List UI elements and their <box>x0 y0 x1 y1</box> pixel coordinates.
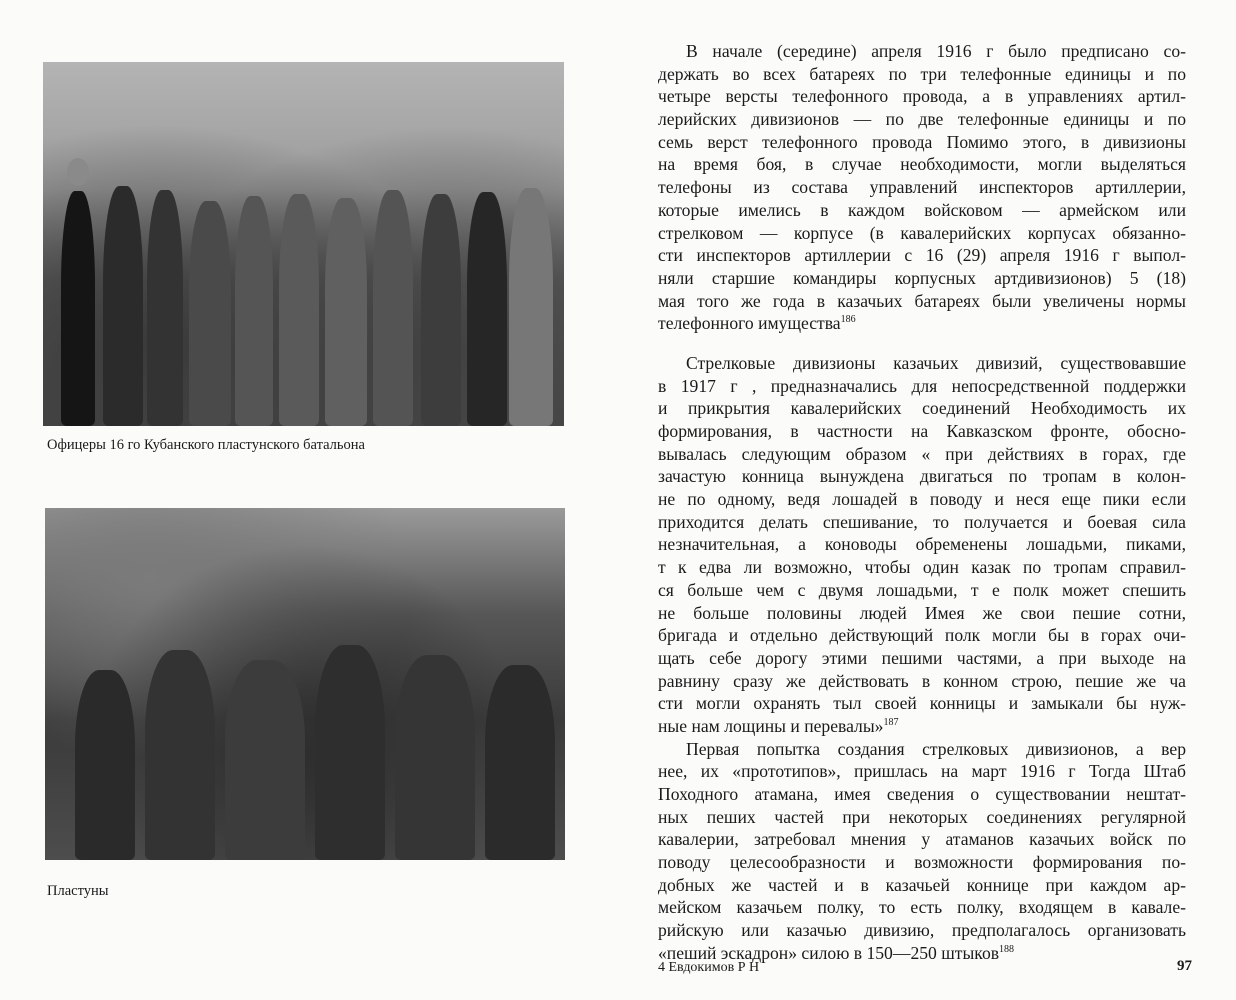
text-line: зачастую конница вынуждена двигаться по тропам в колон- <box>658 466 1186 487</box>
text-line: на время боя, в случае необходимости, могли выделяться <box>658 154 1186 175</box>
photo-plastuny <box>45 508 565 860</box>
photo-figure <box>373 190 413 426</box>
page-footer-signature: 4 Евдокимов Р Н <box>658 960 760 975</box>
photo-figure <box>103 186 143 426</box>
photo-figure <box>225 660 305 860</box>
photo-figure <box>325 198 367 426</box>
text-line: лерийских дивизионов — по две телефонные единицы и по <box>658 109 1186 130</box>
text-line: сти инспекторов артиллерии с 16 (29) апреля 1916 г выпол- <box>658 245 1186 266</box>
text-line: четыре версты телефонного провода, а в управлениях артил- <box>658 86 1186 107</box>
text-line: няли старшие командиры корпусных артдивизионов) 5 (18) <box>658 267 1186 288</box>
text-line: не по одному, ведя лошадей в поводу и неся еще пики если <box>658 489 1186 510</box>
text-line: формирования, в частности на Кавказском фронте, обосно- <box>658 421 1186 441</box>
text-line: стрелковом — корпусе (в кавалерийских корпусах обязанно- <box>658 222 1186 243</box>
footnote-ref: 188 <box>999 943 1015 955</box>
photo-figure <box>61 191 95 426</box>
photo-figure <box>189 201 231 426</box>
text-line: рийскую или казачью дивизию, предполагалось организовать <box>658 920 1186 941</box>
text-line: Походного атамана, имея сведения о существовании нештат- <box>658 784 1186 804</box>
text-line: поводу целесообразности и возможности формирования по- <box>658 852 1186 873</box>
text-line: нее, их «прототипов», пришлась на март 1916 г Тогда Штаб <box>658 761 1186 782</box>
photo-figure <box>509 188 553 426</box>
text-line: щать себе дорогу этими пешими частями, а при выходе на <box>658 647 1186 668</box>
photo-figure <box>467 192 507 426</box>
text-line: телефоны из состава управлений инспекторов артиллерии, <box>658 177 1186 198</box>
photo-figure <box>75 670 135 860</box>
text-line <box>658 715 1186 738</box>
text-line: В начале (середине) апреля 1916 г было предписано со- <box>686 41 1186 61</box>
text-line: бригада и отдельно действующий полк могли бы в горах очи- <box>658 625 1186 646</box>
text-column <box>658 40 1186 965</box>
text-line: мая того же года в казачьих батареях были увеличены нормы <box>658 290 1186 311</box>
photo-figure <box>315 645 385 860</box>
paragraph-gap <box>658 335 1186 352</box>
text-line <box>658 312 1186 335</box>
photo-figure-head <box>67 158 89 186</box>
photo-figure <box>147 190 183 426</box>
text-line: в 1917 г , предназначались для непосредственной поддержки <box>658 375 1186 396</box>
text-line-content: ные нам лощины и перевалы» <box>658 715 884 736</box>
text-line: и прикрытия кавалерийских соединений Необходимость их <box>658 398 1186 419</box>
footnote-ref: 187 <box>883 717 899 729</box>
text-line: приходится делать спешивание, то получается и боевая сила <box>658 511 1186 532</box>
text-line-content: «пеший эскадрон» силою в 150—250 штыков <box>658 942 1000 963</box>
text-line: Стрелковые дивизионы казачьих дивизий, существовавшие <box>686 352 1186 373</box>
page-number: 97 <box>1177 958 1192 974</box>
text-line: мейском казачьем полку, то есть полку, входящем в кавале- <box>658 897 1186 918</box>
text-line: т к едва ли возможно, чтобы один казак по тропам справил- <box>658 557 1186 578</box>
text-line: незначительная, а коноводы обременены лошадьми, пиками, <box>658 534 1186 555</box>
photo-caption: Офицеры 16 го Кубанского пластунского батальона <box>47 437 365 453</box>
photo-figure <box>235 196 273 426</box>
text-line: Первая попытка создания стрелковых дивизионов, а вер <box>686 738 1186 759</box>
text-line: которые имелись в каждом войсковом — армейском или <box>658 199 1186 220</box>
text-line: добных же частей и в казачьей коннице при каждом ар- <box>658 874 1186 895</box>
footnote-ref: 186 <box>840 314 856 326</box>
photo-caption: Пластуны <box>47 883 109 899</box>
photo-figure <box>485 665 555 860</box>
text-line: кавалерии, затребовал мнения у атаманов казачьих войск по <box>658 829 1186 850</box>
text-line: держать во всех батареях по три телефонные единицы и по <box>658 63 1186 84</box>
text-line: семь верст телефонного провода Помимо этого, в дивизионы <box>658 131 1186 152</box>
text-line: не больше половины людей Имея же свои пешие сотни, <box>658 602 1186 623</box>
text-line: вывалась следующим образом « при действиях в горах, где <box>658 443 1186 464</box>
text-line: ся больше чем с двумя лошадьми, т е полк может спешить <box>658 579 1186 600</box>
text-line: сти могли охранять тыл своей конницы и замыкали бы нуж- <box>658 693 1186 714</box>
photo-figure <box>395 655 475 860</box>
text-line: равнину сразу же действовать в конном строю, пешие же ча <box>658 670 1186 691</box>
photo-officers <box>43 62 564 426</box>
text-line-content: телефонного имущества <box>658 313 841 334</box>
photo-figure <box>145 650 215 860</box>
text-line: ных пеших частей при некоторых соединениях регулярной <box>658 806 1186 827</box>
photo-figure <box>421 194 461 426</box>
photo-figure <box>279 194 319 426</box>
